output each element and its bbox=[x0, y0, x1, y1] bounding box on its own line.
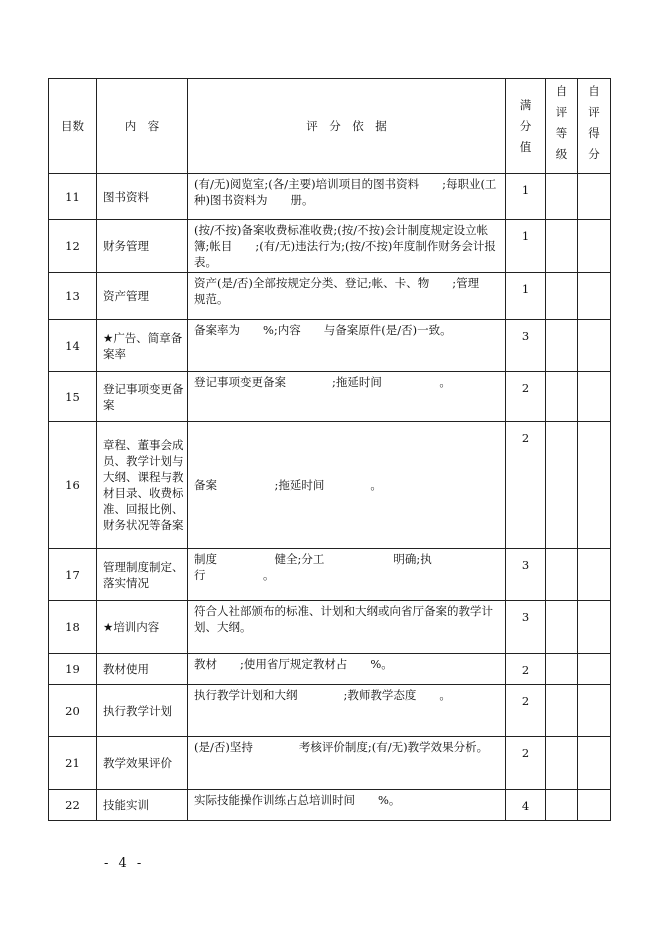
row-item-text: 资产管理 bbox=[103, 289, 149, 303]
row-number: 11 bbox=[49, 174, 97, 220]
row-basis: (有/无)阅览室;(各/主要)培训项目的图书资料 ;每职业(工种)图书资料为 册。 bbox=[188, 174, 506, 220]
table-row bbox=[49, 174, 611, 220]
row-basis: 备案 ;拖延时间 。 bbox=[188, 422, 506, 549]
table-row bbox=[49, 372, 611, 422]
row-number: 21 bbox=[49, 737, 97, 790]
row-basis: 教材 ;使用省厅规定教材占 %。 bbox=[188, 654, 506, 685]
row-self-grade bbox=[546, 372, 578, 422]
row-item bbox=[97, 174, 188, 220]
row-item bbox=[97, 372, 188, 422]
row-number: 13 bbox=[49, 273, 97, 320]
header-row bbox=[49, 79, 611, 174]
row-full-score: 4 bbox=[506, 790, 546, 821]
row-self-grade bbox=[546, 685, 578, 737]
row-item-text: 章程、董事会成员、教学计划与大纲、课程与教材目录、收费标准、回报比例、财务状况等备案 bbox=[103, 438, 184, 532]
row-self-score bbox=[578, 273, 611, 320]
table-row bbox=[49, 220, 611, 273]
table-row bbox=[49, 320, 611, 372]
row-basis: 备案率为 %;内容 与备案原件(是/否)一致。 bbox=[188, 320, 506, 372]
header-self-score: 自评得分 bbox=[578, 79, 611, 174]
row-item-text: 广告、简章备案率 bbox=[103, 330, 183, 361]
table-row bbox=[49, 654, 611, 685]
row-item-text: 教学效果评价 bbox=[103, 756, 172, 770]
row-item-text: 图书资料 bbox=[103, 189, 149, 204]
row-item-text: 执行教学计划 bbox=[103, 703, 172, 718]
row-number: 14 bbox=[49, 320, 97, 372]
row-item bbox=[97, 654, 188, 685]
row-number: 20 bbox=[49, 685, 97, 737]
header-self-grade: 自评等级 bbox=[546, 79, 578, 174]
row-self-grade bbox=[546, 422, 578, 549]
row-self-grade bbox=[546, 601, 578, 654]
row-self-score bbox=[578, 372, 611, 422]
row-self-grade bbox=[546, 790, 578, 821]
row-full-score: 2 bbox=[506, 654, 546, 685]
row-basis: 实际技能操作训练占总培训时间 %。 bbox=[188, 790, 506, 821]
table-row bbox=[49, 685, 611, 737]
row-number: 17 bbox=[49, 549, 97, 601]
row-self-grade bbox=[546, 320, 578, 372]
row-basis: 制度 健全;分工 明确;执行 。 bbox=[188, 549, 506, 601]
row-self-score bbox=[578, 174, 611, 220]
evaluation-table bbox=[48, 78, 611, 821]
row-self-score bbox=[578, 220, 611, 273]
row-number: 12 bbox=[49, 220, 97, 273]
row-item-text: 财务管理 bbox=[103, 239, 149, 253]
row-self-score bbox=[578, 654, 611, 685]
row-full-score: 2 bbox=[506, 685, 546, 737]
row-number: 22 bbox=[49, 790, 97, 821]
row-self-score bbox=[578, 601, 611, 654]
row-item-text: 培训内容 bbox=[113, 620, 160, 634]
table-row bbox=[49, 790, 611, 821]
row-self-grade bbox=[546, 737, 578, 790]
row-full-score: 3 bbox=[506, 320, 546, 372]
table-row bbox=[49, 737, 611, 790]
row-self-grade bbox=[546, 654, 578, 685]
row-self-score bbox=[578, 320, 611, 372]
row-number: 19 bbox=[49, 654, 97, 685]
table-row bbox=[49, 273, 611, 320]
row-item-text: 管理制度制定、落实情况 bbox=[103, 559, 184, 590]
row-full-score: 2 bbox=[506, 422, 546, 549]
row-item bbox=[97, 220, 188, 273]
star-icon: ★ bbox=[103, 620, 114, 634]
row-item-text: 技能实训 bbox=[103, 798, 149, 812]
row-full-score: 3 bbox=[506, 549, 546, 601]
row-basis: (按/不按)备案收费标准收费;(按/不按)会计制度规定设立帐簿;帐目 ;(有/无)违法行为;(按/不按)年度制作财务会计报表。 bbox=[188, 220, 506, 273]
header-full-score: 满分值 bbox=[506, 79, 546, 174]
row-item-text: 教材使用 bbox=[103, 662, 149, 676]
row-self-score bbox=[578, 685, 611, 737]
row-item bbox=[97, 320, 188, 372]
row-self-score bbox=[578, 549, 611, 601]
header-content: 内 容 bbox=[97, 79, 188, 174]
row-full-score: 2 bbox=[506, 372, 546, 422]
row-full-score: 1 bbox=[506, 273, 546, 320]
row-basis: 符合人社部颁布的标准、计划和大纲或向省厅备案的教学计划、大纲。 bbox=[188, 601, 506, 654]
row-item bbox=[97, 601, 188, 654]
header-no: 目数 bbox=[49, 79, 97, 174]
row-self-score bbox=[578, 422, 611, 549]
row-item bbox=[97, 737, 188, 790]
row-self-grade bbox=[546, 220, 578, 273]
row-basis: (是/否)坚持 考核评价制度;(有/无)教学效果分析。 bbox=[188, 737, 506, 790]
row-self-score bbox=[578, 737, 611, 790]
star-icon: ★ bbox=[103, 330, 114, 345]
row-self-score bbox=[578, 790, 611, 821]
header-basis: 评 分 依 据 bbox=[188, 79, 506, 174]
row-self-grade bbox=[546, 549, 578, 601]
row-self-grade bbox=[546, 174, 578, 220]
row-basis: 执行教学计划和大纲 ;教师教学态度 。 bbox=[188, 685, 506, 737]
table-row bbox=[49, 549, 611, 601]
row-basis: 资产(是/否)全部按规定分类、登记;帐、卡、物 ;管理 规范。 bbox=[188, 273, 506, 320]
row-number: 16 bbox=[49, 422, 97, 549]
row-full-score: 2 bbox=[506, 737, 546, 790]
row-item bbox=[97, 549, 188, 601]
row-item-text: 登记事项变更备案 bbox=[103, 381, 184, 412]
row-full-score: 3 bbox=[506, 601, 546, 654]
row-item bbox=[97, 422, 188, 549]
table-row bbox=[49, 422, 611, 549]
row-item bbox=[97, 685, 188, 737]
row-number: 15 bbox=[49, 372, 97, 422]
row-full-score: 1 bbox=[506, 174, 546, 220]
row-full-score: 1 bbox=[506, 220, 546, 273]
table-row bbox=[49, 601, 611, 654]
row-item bbox=[97, 273, 188, 320]
page-number: - 4 - bbox=[104, 856, 145, 871]
row-item bbox=[97, 790, 188, 821]
row-number: 18 bbox=[49, 601, 97, 654]
row-basis: 登记事项变更备案 ;拖延时间 。 bbox=[188, 372, 506, 422]
row-self-grade bbox=[546, 273, 578, 320]
